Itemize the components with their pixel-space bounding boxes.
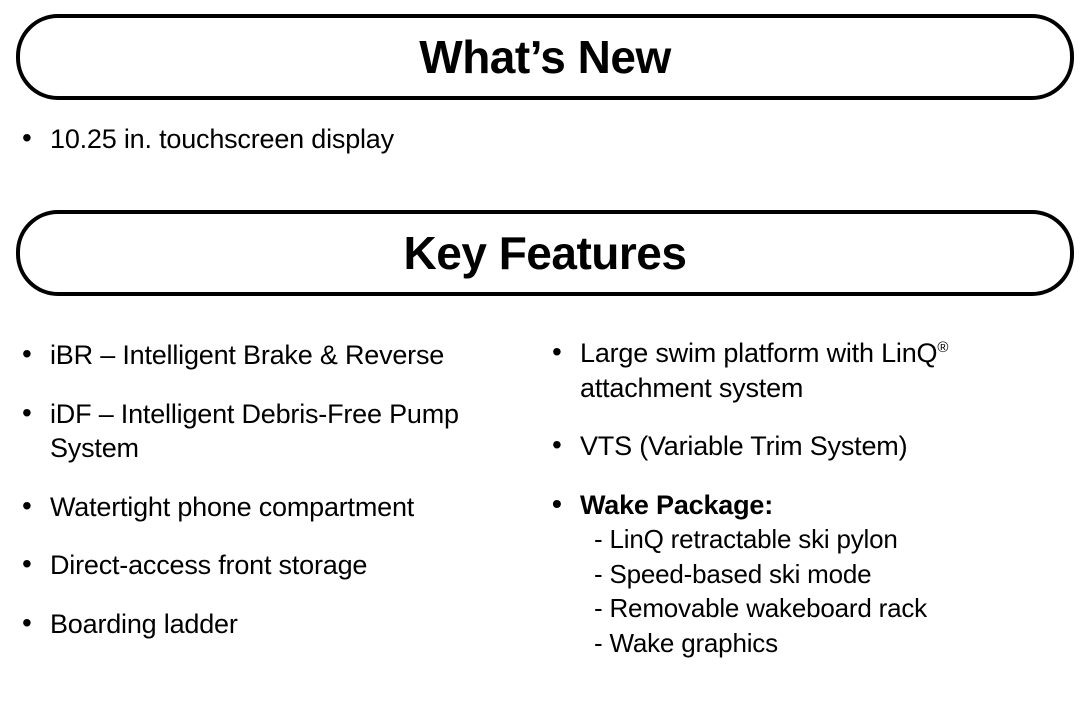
list-item: • iDF – Intelligent Debris-Free Pump System [18,397,538,466]
list-item-text: Large swim platform with LinQ [580,338,938,368]
key-features-title: Key Features [403,227,687,279]
sub-list-item: - Wake graphics [594,627,778,658]
list-item: • VTS (Variable Trim System) [548,429,1083,464]
whats-new-header [16,14,1074,100]
whats-new-title: What’s New [419,31,671,83]
list-item [548,488,1083,661]
list-item [548,336,1083,405]
wake-package-sub-list [580,522,1083,660]
list-item-text-cont: attachment system [580,372,804,403]
wake-package-label: Wake Package: [580,489,774,520]
key-features-header [16,210,1074,296]
sub-list-item: - Speed-based ski mode [594,558,872,589]
key-features-right-column [548,336,1083,685]
list-item: • 10.25 in. touchscreen display [18,122,918,157]
list-item: • Direct-access front storage [18,548,538,583]
list-item: • Boarding ladder [18,607,538,642]
whats-new-list [18,122,918,157]
list-item: • iBR – Intelligent Brake & Reverse [18,338,538,373]
registered-trademark-mark: ® [937,339,949,356]
sub-list-item: - Removable wakeboard rack [594,593,927,624]
list-item: • Watertight phone compartment [18,490,538,525]
sub-list-item: - LinQ retractable ski pylon [594,524,898,555]
key-features-left-column [18,338,538,665]
